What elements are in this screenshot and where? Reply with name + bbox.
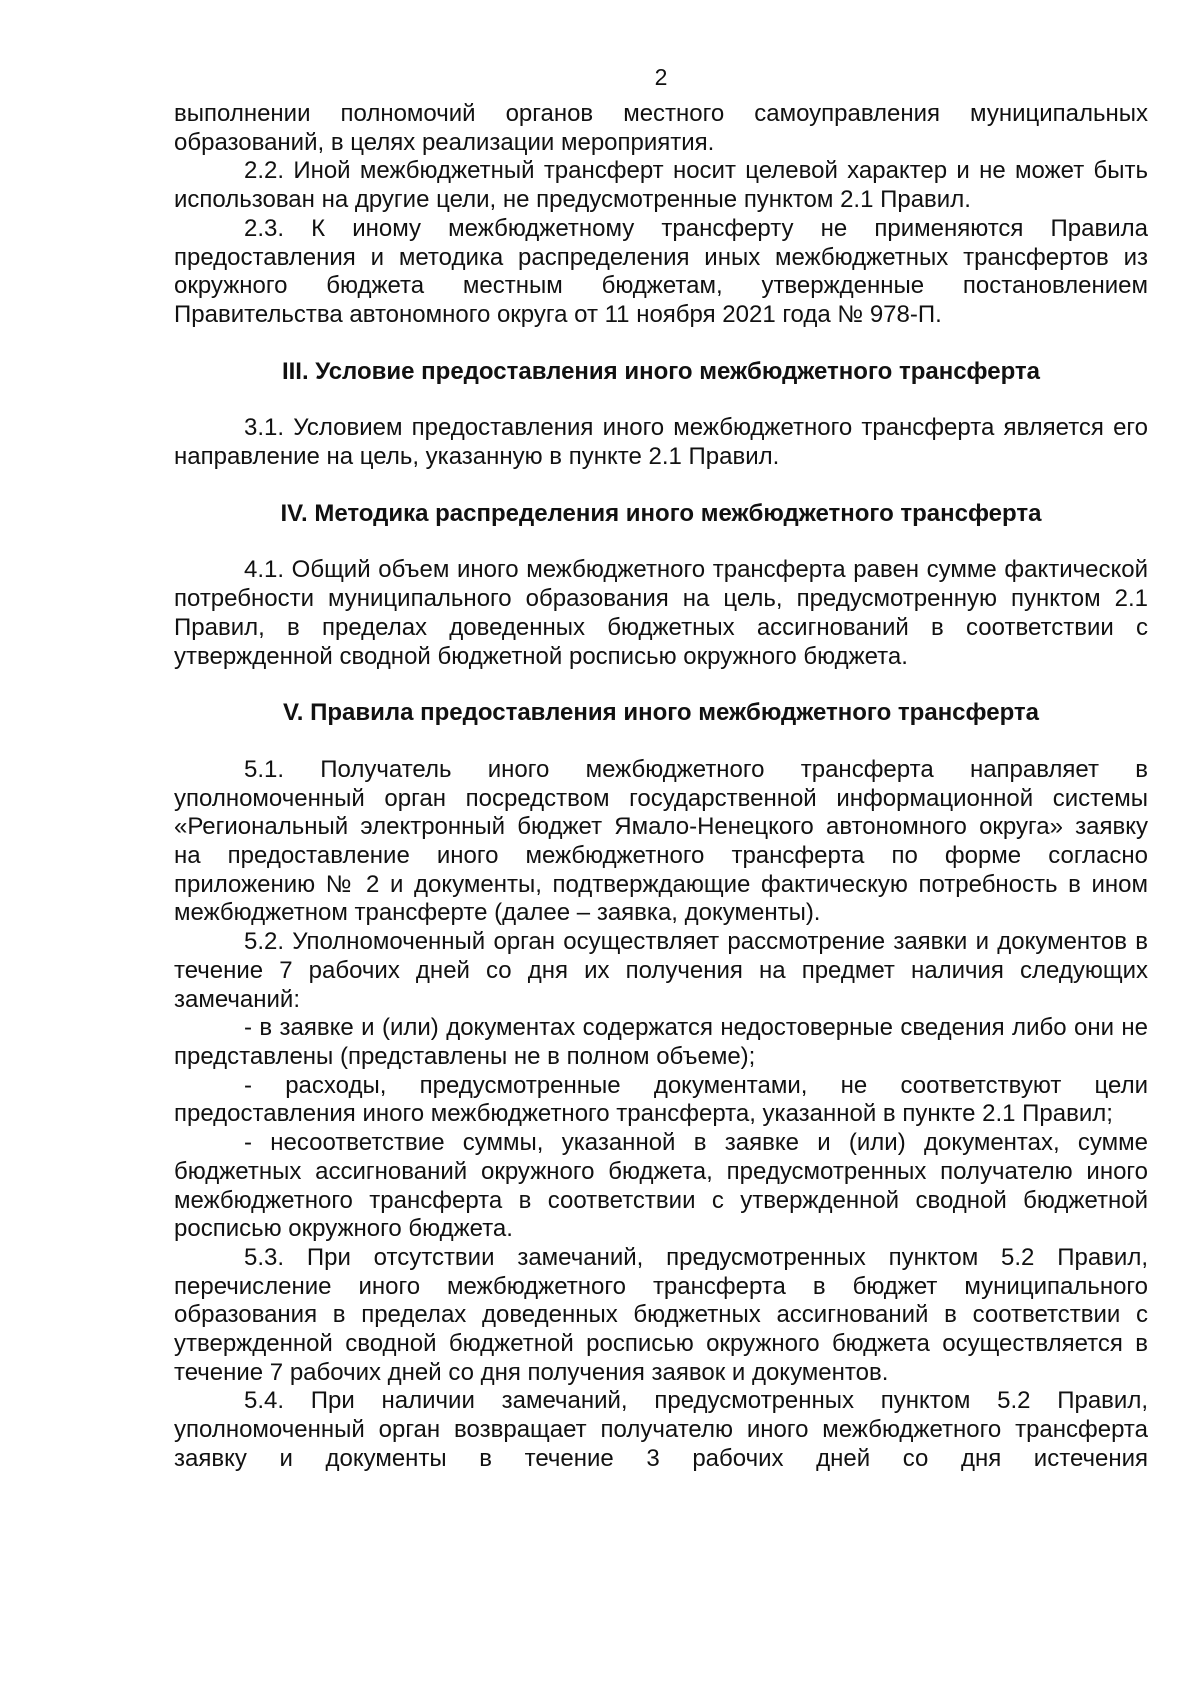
- list-item-remark-1: - в заявке и (или) документах содержатся недостоверные сведения либо они не представлены (представлены не в полном объеме);: [174, 1014, 1148, 1070]
- paragraph-5-3: 5.3. При отсутствии замечаний, предусмотренных пунктом 5.2 Правил, перечисление иного межбюджетного трансферта в бюджет муниципального образования в пределах доведенных бюджетных ассигнований в соответствии с утвержденной сводной бюджетной росписью окружного бюджета осуществляется в течение 7 рабочих дней со дня получения заявок и документов.: [174, 1243, 1148, 1386]
- paragraph-2-1-continuation: выполнении полномочий органов местного самоуправления муниципальных образований, в целях реализации мероприятия.: [174, 100, 1148, 156]
- paragraph-2-3: 2.3. К иному межбюджетному трансферту не применяются Правила предоставления и методика распределения иных межбюджетных трансфертов из окружного бюджета местным бюджетам, утвержденные постановлением Правительства автономного округа от 11 ноября 2021 года № 978-П.: [174, 214, 1148, 328]
- section-heading-iii: III. Условие предоставления иного межбюджетного трансферта: [281, 357, 1041, 385]
- paragraph-2-2: 2.2. Иной межбюджетный трансферт носит целевой характер и не может быть использован на другие цели, не предусмотренные пунктом 2.1 Правил.: [174, 157, 1148, 214]
- paragraph-5-2: 5.2. Уполномоченный орган осуществляет рассмотрение заявки и документов в течение 7 рабочих дней со дня их получения на предмет наличия следующих замечаний:: [174, 928, 1148, 1013]
- list-item-remark-3: - несоответствие суммы, указанной в заявке и (или) документах, сумме бюджетных ассигнований окружного бюджета, предусмотренных получателю иного межбюджетного трансферта в соответствии с утвержденной сводной бюджетной росписью окружного бюджета.: [174, 1129, 1148, 1243]
- section-heading-iv: IV. Методика распределения иного межбюджетного трансферта: [280, 499, 1042, 527]
- document-page: [174, 64, 1148, 1474]
- paragraph-4-1: 4.1. Общий объем иного межбюджетного трансферта равен сумме фактической потребности муниципального образования на цель, предусмотренную пунктом 2.1 Правил, в пределах доведенных бюджетных ассигнований в соответствии с утвержденной сводной бюджетной росписью окружного бюджета.: [174, 556, 1148, 670]
- paragraph-3-1: 3.1. Условием предоставления иного межбюджетного трансферта является его направление на цель, указанную в пункте 2.1 Правил.: [174, 414, 1148, 471]
- paragraph-5-4: 5.4. При наличии замечаний, предусмотренных пунктом 5.2 Правил, уполномоченный орган возвращает получателю иного межбюджетного трансферта заявку и документы в течение 3 рабочих дней со дня истечения: [174, 1387, 1148, 1472]
- paragraph-5-1: 5.1. Получатель иного межбюджетного трансферта направляет в уполномоченный орган посредством государственной информационной системы «Региональный электронный бюджет Ямало-Ненецкого автономного округа» заявку на предоставление иного межбюджетного трансферта по форме согласно приложению № 2 и документы, подтверждающие фактическую потребность в ином межбюджетном трансферте (далее – заявка, документы).: [174, 755, 1148, 927]
- section-heading-v: V. Правила предоставления иного межбюджетного трансферта: [282, 699, 1040, 727]
- page-number: 2: [654, 64, 668, 90]
- list-item-remark-2: - расходы, предусмотренные документами, не соответствуют цели предоставления иного межбюджетного трансферта, указанной в пункте 2.1 Правил;: [174, 1071, 1148, 1128]
